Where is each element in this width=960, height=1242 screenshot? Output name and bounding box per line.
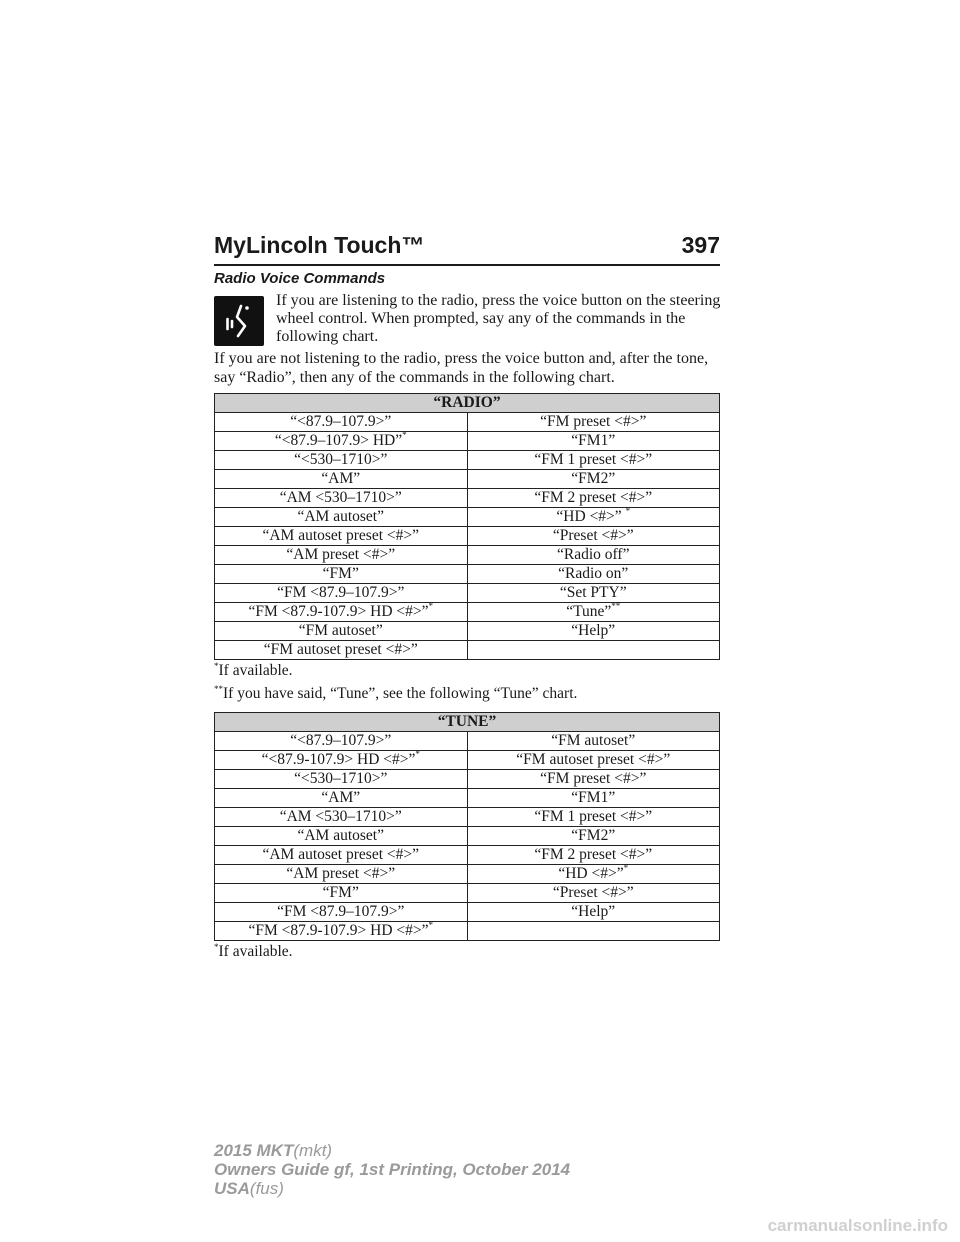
- command-text: “AM autoset”: [297, 827, 384, 844]
- intro-text: If you are listening to the radio, press the voice button on the steering wheel control. When prompted, say any of the commands in the following chart.: [276, 292, 721, 345]
- table-header: “RADIO”: [215, 394, 720, 413]
- footer-model-code: (mkt): [293, 1141, 333, 1160]
- footnote-mark: *: [214, 942, 219, 952]
- table-header-row: [215, 713, 720, 732]
- table-cell: [215, 565, 468, 584]
- table-cell: [215, 489, 468, 508]
- footer-market: USA: [214, 1179, 250, 1198]
- table-row: [215, 622, 720, 641]
- table-row: [215, 770, 720, 789]
- table-row: [215, 865, 720, 884]
- command-text: “AM preset <#>”: [286, 546, 396, 563]
- table-cell: [215, 508, 468, 527]
- command-text: “Set PTY”: [559, 584, 627, 601]
- watermark: carmanualsonline.info: [767, 1216, 948, 1235]
- command-text: “FM 1 preset <#>”: [534, 808, 653, 825]
- table-cell: [215, 808, 468, 827]
- command-text: “FM 1 preset <#>”: [534, 451, 653, 468]
- table-cell: [215, 527, 468, 546]
- footer-line: [214, 1141, 570, 1160]
- footnote: [214, 943, 293, 961]
- command-text: “AM preset <#>”: [286, 865, 396, 882]
- tune-commands-table: [214, 712, 720, 941]
- table-row: [215, 527, 720, 546]
- table-row: [215, 808, 720, 827]
- command-text: “Preset <#>”: [552, 884, 634, 901]
- page-number: 397: [681, 232, 720, 258]
- footer-printing: Owners Guide gf, 1st Printing, October 2014: [214, 1160, 571, 1179]
- footer-model: 2015 MKT: [214, 1141, 294, 1160]
- table-row: [215, 641, 720, 660]
- command-text: “<87.9-107.9> HD <#>”: [261, 751, 416, 768]
- footnote-mark: *: [428, 920, 434, 930]
- table-row: [215, 732, 720, 751]
- table-cell: [467, 808, 720, 827]
- command-text: “FM1”: [571, 789, 616, 806]
- table-cell: [215, 903, 468, 922]
- table-cell: [467, 470, 720, 489]
- footnote: [214, 662, 293, 680]
- radio-commands-table: [214, 393, 720, 660]
- command-text: “<87.9–107.9> HD”: [274, 432, 403, 449]
- table-cell: [467, 603, 720, 622]
- footnote-text: If you have said, “Tune”, see the following “Tune” chart.: [223, 685, 578, 702]
- table-cell: [467, 565, 720, 584]
- command-text: “FM2”: [571, 827, 616, 844]
- command-text: “Radio on”: [558, 565, 629, 582]
- command-text: “FM preset <#>”: [540, 770, 647, 787]
- table-row: [215, 565, 720, 584]
- table-row: [215, 922, 720, 941]
- footnote-mark: **: [611, 601, 621, 611]
- table-row: [215, 489, 720, 508]
- command-text: “FM <87.9-107.9> HD <#>”: [248, 922, 429, 939]
- table-cell: [467, 865, 720, 884]
- table-cell: [467, 413, 720, 432]
- table-cell: [467, 846, 720, 865]
- table-cell: [467, 622, 720, 641]
- table-cell: [467, 527, 720, 546]
- table-row: [215, 451, 720, 470]
- table-cell: [467, 584, 720, 603]
- command-text: “Radio off”: [557, 546, 630, 563]
- command-text: “Preset <#>”: [552, 527, 634, 544]
- command-text: “FM 2 preset <#>”: [534, 489, 653, 506]
- command-text: “FM autoset preset <#>”: [263, 641, 418, 658]
- table-row: [215, 432, 720, 451]
- command-text: “FM autoset”: [298, 622, 383, 639]
- command-text: “FM”: [322, 884, 359, 901]
- table-cell: [215, 884, 468, 903]
- footnote-mark: *: [623, 863, 629, 873]
- table-cell: [467, 789, 720, 808]
- footnote-mark: *: [402, 430, 407, 440]
- footnote-text: If available.: [218, 662, 293, 679]
- command-text: “FM preset <#>”: [540, 413, 647, 430]
- voice-icon: [214, 296, 264, 346]
- table-cell: [215, 732, 468, 751]
- page-title: MyLincoln Touch™: [214, 232, 425, 258]
- command-text: “FM autoset”: [551, 732, 636, 749]
- page-header: [214, 232, 720, 266]
- table-cell: [215, 922, 468, 941]
- document-footer: [214, 1141, 570, 1198]
- table-cell: [215, 622, 468, 641]
- table-cell: [467, 922, 720, 941]
- table-cell: [215, 451, 468, 470]
- table-cell: [215, 846, 468, 865]
- table-cell: [467, 884, 720, 903]
- table-header-row: [215, 394, 720, 413]
- command-text: “FM <87.9-107.9> HD <#>”: [248, 603, 429, 620]
- table-row: [215, 884, 720, 903]
- table-cell: [215, 603, 468, 622]
- footnote-mark: *: [625, 506, 631, 516]
- section-title: Radio Voice Commands: [214, 270, 386, 287]
- table-header: “TUNE”: [215, 713, 720, 732]
- table-cell: [467, 546, 720, 565]
- command-text: “FM”: [322, 565, 359, 582]
- table-row: [215, 470, 720, 489]
- footnote-mark: *: [428, 601, 434, 611]
- command-text: “FM <87.9–107.9>”: [277, 584, 405, 601]
- table-cell: [215, 470, 468, 489]
- command-text: “Tune”: [566, 603, 612, 620]
- command-text: “Help”: [571, 622, 616, 639]
- command-text: “AM autoset preset <#>”: [262, 846, 419, 863]
- command-text: “Help”: [571, 903, 616, 920]
- table-row: [215, 751, 720, 770]
- table-cell: [467, 641, 720, 660]
- command-text: “AM”: [321, 470, 361, 487]
- command-text: “FM autoset preset <#>”: [516, 751, 671, 768]
- footer-market-code: (fus): [249, 1179, 284, 1198]
- command-text: “HD <#>”: [556, 508, 626, 525]
- table-cell: [467, 903, 720, 922]
- command-text: “<530–1710>”: [294, 770, 388, 787]
- table-cell: [467, 432, 720, 451]
- table-row: [215, 827, 720, 846]
- footnote-mark: *: [214, 661, 219, 671]
- command-text: “FM <87.9–107.9>”: [277, 903, 405, 920]
- table-cell: [467, 451, 720, 470]
- table-cell: [215, 789, 468, 808]
- table-cell: [215, 584, 468, 603]
- voice-icon-glyph: [214, 296, 264, 346]
- command-text: “AM”: [321, 789, 361, 806]
- table-cell: [215, 751, 468, 770]
- command-text: “<87.9–107.9>”: [290, 732, 392, 749]
- table-cell: [215, 641, 468, 660]
- table-cell: [467, 489, 720, 508]
- command-text: “FM1”: [571, 432, 616, 449]
- footnote-text: If available.: [218, 943, 293, 960]
- table-cell: [215, 770, 468, 789]
- footer-line: [214, 1179, 570, 1198]
- footnote-mark: *: [415, 749, 420, 759]
- command-text: “FM2”: [571, 470, 616, 487]
- command-text: “AM <530–1710>”: [279, 808, 402, 825]
- table-row: [215, 584, 720, 603]
- command-text: “HD <#>”: [558, 865, 624, 882]
- table-cell: [467, 827, 720, 846]
- table-row: [215, 789, 720, 808]
- table-cell: [215, 546, 468, 565]
- table-row: [215, 508, 720, 527]
- command-text: “AM <530–1710>”: [279, 489, 402, 506]
- command-text: “FM 2 preset <#>”: [534, 846, 653, 863]
- table-cell: [215, 865, 468, 884]
- instruction-paragraph: If you are not listening to the radio, press the voice button and, after the tone, say “Radio”, then any of the commands in the following chart.: [214, 350, 709, 386]
- table-row: [215, 413, 720, 432]
- command-text: “AM autoset”: [297, 508, 384, 525]
- footnote: [214, 685, 577, 703]
- table-cell: [215, 413, 468, 432]
- table-row: [215, 903, 720, 922]
- command-text: “<87.9–107.9>”: [290, 413, 392, 430]
- table-cell: [215, 432, 468, 451]
- table-cell: [215, 827, 468, 846]
- table-cell: [467, 732, 720, 751]
- table-cell: [467, 508, 720, 527]
- table-row: [215, 603, 720, 622]
- command-text: “AM autoset preset <#>”: [262, 527, 419, 544]
- table-row: [215, 546, 720, 565]
- table-cell: [467, 770, 720, 789]
- footnote-mark: **: [214, 684, 223, 694]
- table-row: [215, 846, 720, 865]
- table-cell: [467, 751, 720, 770]
- command-text: “<530–1710>”: [294, 451, 388, 468]
